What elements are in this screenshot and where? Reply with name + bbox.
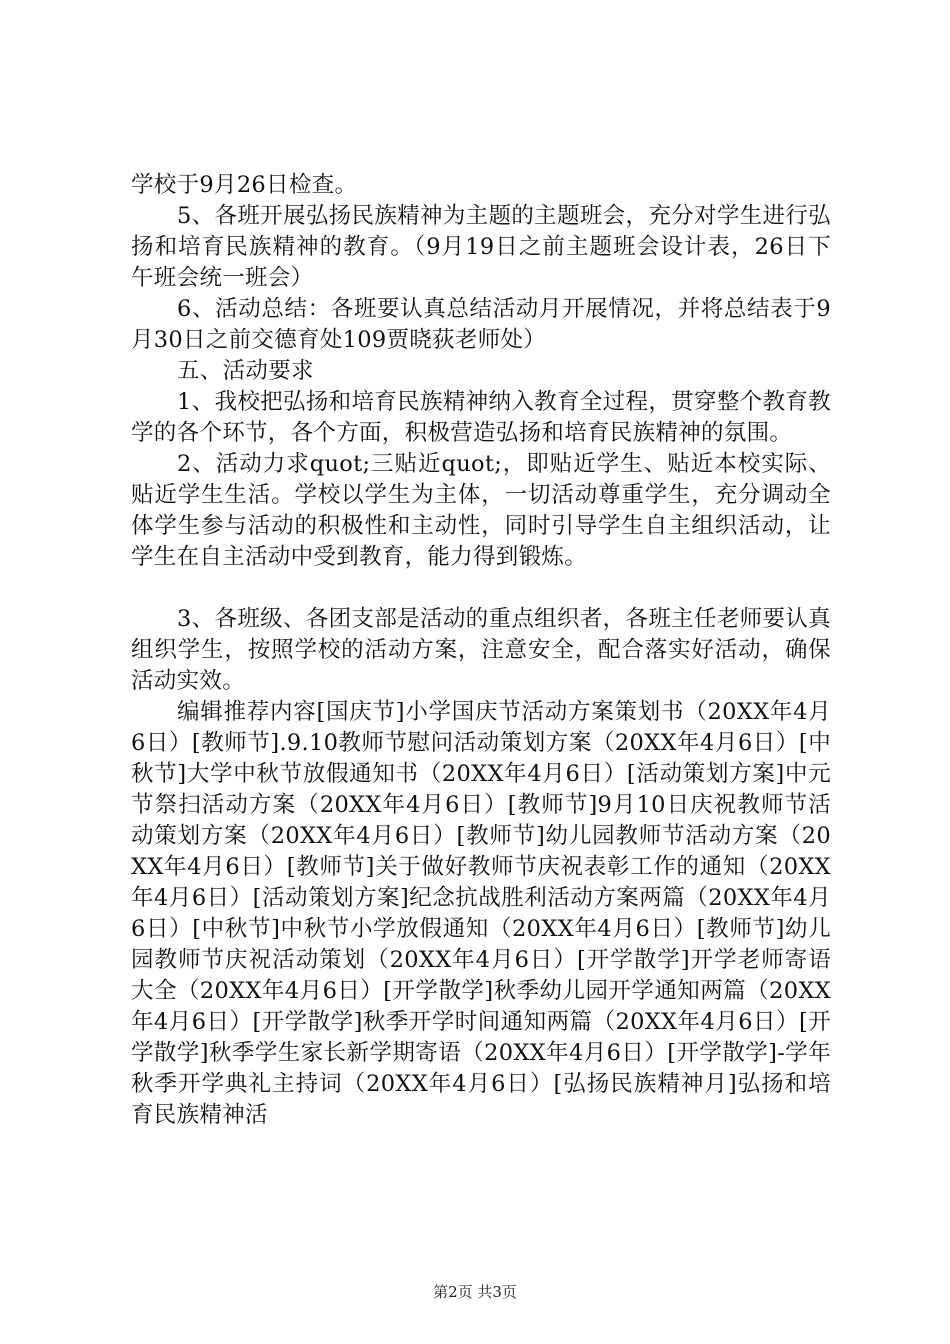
- paragraph-recommended-content: 编辑推荐内容[国庆节]小学国庆节活动方案策划书（20XX年4月6日）[教师节].9.10教师节慰问活动策划方案（20XX年4月6日）[中秋节]大学中秋节放假通知书（20XX年4月6日）[活动策划方案]中元节祭扫活动方案（20XX年4月6日）[教师节]9月10日庆祝教师节活动策划方案（20XX年4月6日）[教师节]幼儿园教师节活动方案（20XX年4月6日）[教师节]关于做好教师节庆祝表彰工作的通知（20XX年4月6日）[活动策划方案]纪念抗战胜利活动方案两篇（20XX年4月6日）[中秋节]中秋节小学放假通知（20XX年4月6日）[教师节]幼儿园教师节庆祝活动策划（20XX年4月6日）[开学散学]开学老师寄语大全（20XX年4月6日）[开学散学]秋季幼儿园开学通知两篇（20XX年4月6日）[开学散学]秋季开学时间通知两篇（20XX年4月6日）[开学散学]秋季学生家长新学期寄语（20XX年4月6日）[开学散学]-学年秋季开学典礼主持词（20XX年4月6日）[弘扬民族精神月]弘扬和培育民族精神活: [131, 699, 831, 1128]
- paragraph-requirement-1: 1、我校把弘扬和培育民族精神纳入教育全过程，贯穿整个教育教学的各个环节，各个方面，积极营造弘扬和培育民族精神的氛围。: [131, 389, 831, 446]
- paragraph-item-6-activity-summary: 6、活动总结：各班要认真总结活动月开展情况，并将总结表于9月30日之前交德育处109贾晓荻老师处）: [131, 296, 831, 353]
- paragraph-item-5-theme-class-meeting: 5、各班开展弘扬民族精神为主题的主题班会，充分对学生进行弘扬和培育民族精神的教育。（9月19日之前主题班会设计表，26日下午班会统一班会）: [131, 203, 831, 291]
- section-heading-requirements: 五、活动要求: [177, 358, 314, 384]
- paragraph-spacer: [131, 573, 831, 604]
- paragraph-check-date: 学校于9月26日检查。: [131, 172, 358, 198]
- paragraph-requirement-3: 3、各班级、各团支部是活动的重点组织者，各班主任老师要认真组织学生，按照学校的活动方案，注意安全，配合落实好活动，确保活动实效。: [131, 606, 831, 694]
- document-body: [131, 170, 831, 1131]
- page-number-footer: 第2页 共3页: [433, 1283, 517, 1301]
- paragraph-requirement-2: 2、活动力求quot;三贴近quot;，即贴近学生、贴近本校实际、贴近学生生活。学校以学生为主体，一切活动尊重学生，充分调动全体学生参与活动的积极性和主动性，同时引导学生自主组织活动，让学生在自主活动中受到教育，能力得到锻炼。: [131, 451, 831, 570]
